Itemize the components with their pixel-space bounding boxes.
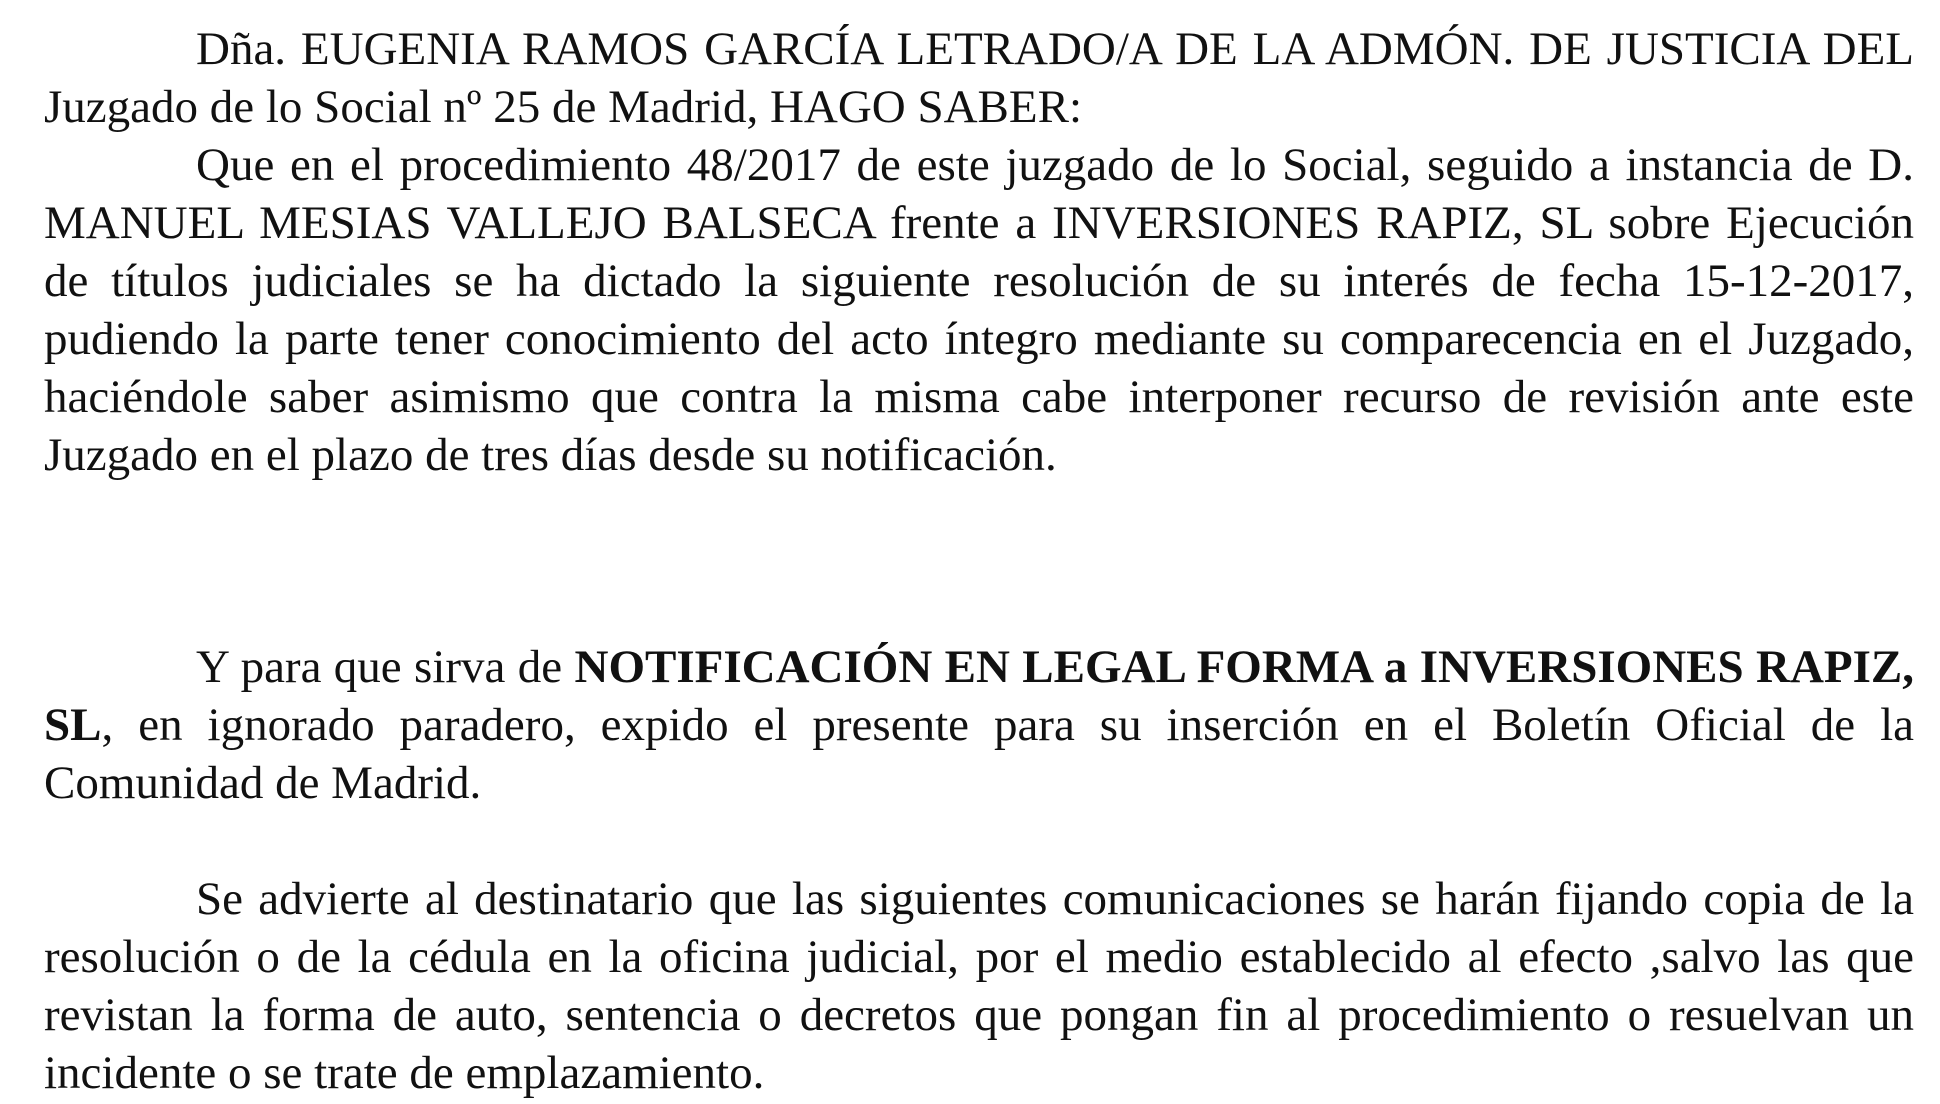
notification-lead-text: Y para que sirva de [196,641,575,693]
procedure-paragraph: Que en el procedimiento 48/2017 de este juzgado de lo Social, seguido a instancia de D. MANUEL MESIAS VALLEJO BALSECA frente a INVERSIONES RAPIZ, SL sobre Ejecución de títulos judiciales se ha dictado la siguiente resolución de su interés de fecha 15-12-2017, pudiendo la parte tener conocimiento del acto íntegro mediante su comparecencia en el Juzgado, haciéndole saber asimismo que contra la misma cabe interponer recurso de revisión ante este Juzgado en el plazo de tres días desde su notificación. [44,139,1914,481]
notification-bold-text: NOTIFICACIÓN EN LEGAL FORMA a INVERSIONES RAPIZ, SL [44,641,1914,751]
header-paragraph: Dña. EUGENIA RAMOS GARCÍA LETRADO/A DE LA ADMÓN. DE JUSTICIA DEL Juzgado de lo Social nº 25 de Madrid, HAGO SABER: [44,23,1914,133]
notification-paragraph [44,638,1914,812]
warning-paragraph: Se advierte al destinatario que las siguientes comunicaciones se harán fijando copia de la resolución o de la cédula en la oficina judicial, por el medio establecido al efecto ,salvo las que revistan la forma de auto, sentencia o decretos que pongan fin al procedimiento o resuelvan un incidente o se trate de emplazamiento. [44,873,1914,1099]
notification-rest-text: , en ignorado paradero, expido el presente para su inserción en el Boletín Oficial de la Comunidad de Madrid. [44,699,1914,809]
